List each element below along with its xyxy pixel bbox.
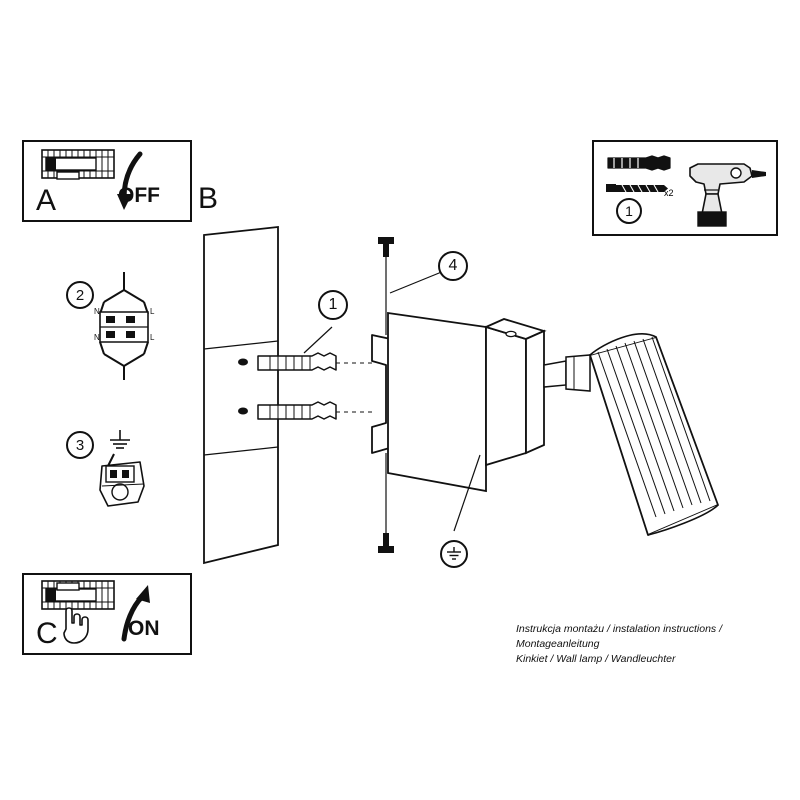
wall-surface [204,227,278,563]
step-circle-3: 3 [66,431,94,459]
svg-text:N: N [94,333,100,342]
svg-text:L: L [150,307,155,316]
wall-plug-icon [608,156,670,170]
step-circle-2: 2 [66,281,94,309]
wall-lamp-assembly-diagram [186,215,756,585]
panel-b-letter: B [198,182,219,215]
earth-ground-icon-small [444,545,464,563]
earth-connector-diagram [88,428,168,528]
svg-text:L: L [150,333,155,342]
earth-symbol-circle [440,540,468,568]
hand-pointing-icon [64,608,88,643]
tools-quantity-label: x2 [664,188,674,198]
assembly-guides [336,363,372,412]
circuit-breaker-switch-off-icon [42,150,114,179]
panel-a-letter: A [36,184,57,217]
leader-step-1 [304,327,332,353]
panel-a [22,140,192,222]
step-circle-1-tools: 1 [616,198,642,224]
lamp-base [486,319,544,465]
footer-line-1: Instrukcja montażu / instalation instructions / Montageanleitung [516,623,723,650]
circuit-breaker-switch-on-icon [42,581,114,609]
terminal-block-diagram [86,272,176,382]
wall-plug-upper [258,353,336,370]
screw-icon [606,184,668,192]
step-circle-1: 1 [318,290,348,320]
lamp-arm [544,355,590,391]
panel-c [22,573,192,655]
panel-c-letter: C [36,617,58,650]
earth-ground-icon [110,430,130,448]
panel-a-label: OFF [118,184,160,207]
panel-c-label: ON [128,617,160,640]
svg-text:N: N [94,307,100,316]
wall-plate [388,313,486,491]
footer-caption [516,622,786,667]
leader-step-4 [390,271,444,293]
lamp-shade [590,334,718,535]
step-circle-4: 4 [438,251,468,281]
wall-plug-lower [258,402,336,419]
footer-line-2: Kinkiet / Wall lamp / Wandleuchter [516,653,676,665]
